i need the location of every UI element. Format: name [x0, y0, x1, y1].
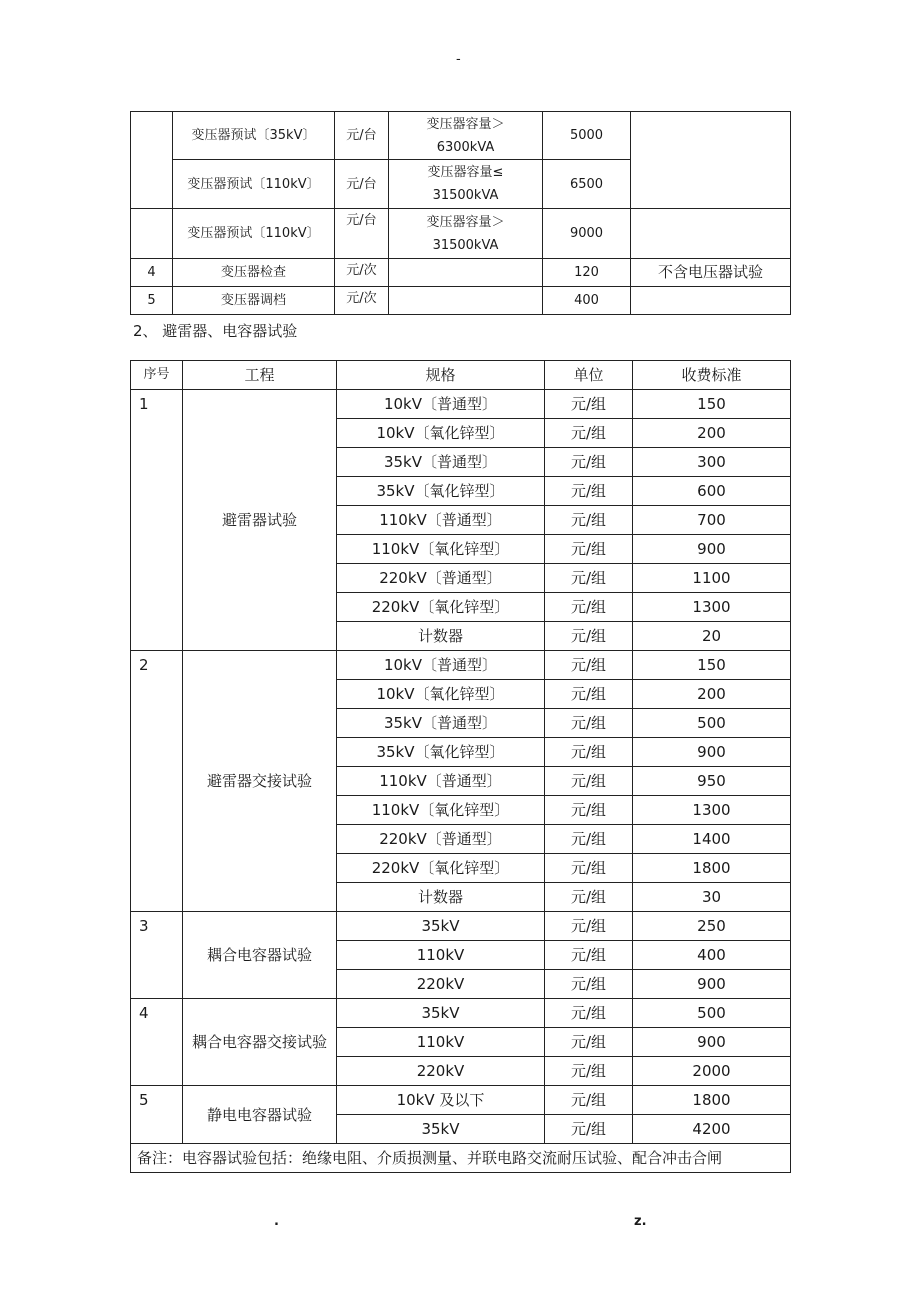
- unit-cell: 元/组: [545, 680, 633, 709]
- spec-cell: 35kV: [337, 1115, 545, 1144]
- table-row: [131, 651, 791, 680]
- fee-cell: 900: [633, 535, 791, 564]
- unit-cell: 元/次: [335, 287, 389, 315]
- transformer-fee-table: [130, 111, 791, 315]
- table-row: [131, 390, 791, 419]
- table-row: [131, 999, 791, 1028]
- fee-cell: 250: [633, 912, 791, 941]
- page-header-mark: -: [456, 52, 461, 67]
- project-cell: 变压器预试〔35kV〕: [173, 112, 335, 160]
- spec-cell: 10kV〔普通型〕: [337, 651, 545, 680]
- spec-cell: 220kV〔普通型〕: [337, 564, 545, 593]
- unit-cell: 元/组: [545, 970, 633, 999]
- spec-cell: 220kV: [337, 970, 545, 999]
- page-footer-left: .: [274, 1214, 279, 1229]
- project-cell: 变压器预试〔110kV〕: [173, 160, 335, 209]
- fee-cell: 1800: [633, 1086, 791, 1115]
- unit-cell: 元/组: [545, 825, 633, 854]
- seq-cell: 4: [131, 999, 183, 1086]
- spec-cell: 220kV: [337, 1057, 545, 1086]
- note-cell: [631, 112, 791, 209]
- fee-cell: 300: [633, 448, 791, 477]
- column-header: 规格: [337, 361, 545, 390]
- page-footer-right: z.: [634, 1214, 647, 1229]
- unit-cell: 元/组: [545, 1115, 633, 1144]
- unit-cell: 元/组: [545, 941, 633, 970]
- spec-cell: 110kV: [337, 941, 545, 970]
- unit-cell: 元/组: [545, 506, 633, 535]
- fee-cell: 9000: [543, 209, 631, 259]
- spec-cell: 35kV〔普通型〕: [337, 709, 545, 738]
- spec-cell: 110kV〔普通型〕: [337, 506, 545, 535]
- project-cell: 变压器预试〔110kV〕: [173, 209, 335, 259]
- spec-line: 变压器容量≤: [427, 165, 504, 180]
- fee-cell: 150: [633, 390, 791, 419]
- fee-cell: 500: [633, 709, 791, 738]
- table-row: [131, 287, 791, 315]
- unit-cell: 元/组: [545, 1028, 633, 1057]
- unit-cell: 元/组: [545, 651, 633, 680]
- unit-cell: 元/组: [545, 883, 633, 912]
- spec-cell: 35kV〔氧化锌型〕: [337, 477, 545, 506]
- unit-cell: 元/组: [545, 854, 633, 883]
- spec-cell: 220kV〔氧化锌型〕: [337, 593, 545, 622]
- table-row: [131, 209, 791, 259]
- spec-cell: [389, 209, 543, 259]
- spec-cell: 220kV〔普通型〕: [337, 825, 545, 854]
- seq-cell: 4: [131, 259, 173, 287]
- spec-cell: 110kV〔普通型〕: [337, 767, 545, 796]
- fee-cell: 30: [633, 883, 791, 912]
- unit-cell: 元/组: [545, 564, 633, 593]
- spec-cell: 110kV〔氧化锌型〕: [337, 535, 545, 564]
- project-cell: 耦合电容器试验: [183, 912, 337, 999]
- fee-cell: 2000: [633, 1057, 791, 1086]
- spec-cell: [389, 160, 543, 209]
- fee-cell: 120: [543, 259, 631, 287]
- spec-cell: 220kV〔氧化锌型〕: [337, 854, 545, 883]
- unit-cell: 元/组: [545, 419, 633, 448]
- column-header: 序号: [131, 361, 183, 390]
- unit-cell: 元/台: [335, 112, 389, 160]
- spec-cell: 10kV 及以下: [337, 1086, 545, 1115]
- fee-cell: 20: [633, 622, 791, 651]
- unit-cell: 元/组: [545, 622, 633, 651]
- table-body: [131, 390, 791, 1173]
- unit-cell: 元/组: [545, 767, 633, 796]
- table-row: [131, 1086, 791, 1115]
- fee-cell: 1300: [633, 593, 791, 622]
- unit-cell: 元/台: [335, 160, 389, 209]
- note-cell: [631, 287, 791, 315]
- fee-cell: 900: [633, 738, 791, 767]
- fee-cell: 5000: [543, 112, 631, 160]
- unit-cell: 元/组: [545, 593, 633, 622]
- note-cell: [631, 209, 791, 259]
- project-cell: 避雷器交接试验: [183, 651, 337, 912]
- fee-cell: 600: [633, 477, 791, 506]
- project-cell: 变压器检查: [173, 259, 335, 287]
- project-cell: 变压器调档: [173, 287, 335, 315]
- spec-cell: 10kV〔普通型〕: [337, 390, 545, 419]
- fee-cell: 900: [633, 970, 791, 999]
- fee-cell: 1400: [633, 825, 791, 854]
- column-header: 收费标准: [633, 361, 791, 390]
- spec-cell: 35kV: [337, 912, 545, 941]
- remark-row: [131, 1144, 791, 1173]
- column-header: 单位: [545, 361, 633, 390]
- spec-cell: [389, 112, 543, 160]
- spec-line: 6300kVA: [436, 139, 495, 155]
- fee-cell: 150: [633, 651, 791, 680]
- unit-cell: 元/台: [335, 209, 389, 259]
- fee-cell: 6500: [543, 160, 631, 209]
- fee-cell: 1300: [633, 796, 791, 825]
- fee-cell: 200: [633, 680, 791, 709]
- spec-line: 31500kVA: [432, 188, 499, 203]
- fee-cell: 700: [633, 506, 791, 535]
- remark-cell: 备注：电容器试验包括：绝缘电阻、介质损测量、并联电路交流耐压试验、配合冲击合闸: [131, 1144, 791, 1173]
- seq-cell: [131, 112, 173, 209]
- fee-cell: 400: [543, 287, 631, 315]
- table-header-row: [131, 361, 791, 390]
- unit-cell: 元/组: [545, 390, 633, 419]
- unit-cell: 元/次: [335, 259, 389, 287]
- fee-cell: 1100: [633, 564, 791, 593]
- seq-cell: [131, 209, 173, 259]
- unit-cell: 元/组: [545, 477, 633, 506]
- project-cell: 耦合电容器交接试验: [183, 999, 337, 1086]
- seq-cell: 2: [131, 651, 183, 912]
- unit-cell: 元/组: [545, 448, 633, 477]
- fee-cell: 500: [633, 999, 791, 1028]
- spec-cell: 10kV〔氧化锌型〕: [337, 419, 545, 448]
- fee-cell: 1800: [633, 854, 791, 883]
- section-title: 2、 避雷器、电容器试验: [133, 322, 298, 340]
- fee-cell: 4200: [633, 1115, 791, 1144]
- column-header: 工程: [183, 361, 337, 390]
- fee-cell: 950: [633, 767, 791, 796]
- spec-line: 31500kVA: [432, 237, 499, 253]
- spec-cell: [389, 287, 543, 315]
- unit-cell: 元/组: [545, 796, 633, 825]
- spec-line: 变压器容量＞: [426, 214, 505, 230]
- spec-cell: 计数器: [337, 622, 545, 651]
- table-row: [131, 912, 791, 941]
- spec-cell: 计数器: [337, 883, 545, 912]
- spec-line: 变压器容量＞: [426, 116, 505, 132]
- seq-cell: 1: [131, 390, 183, 651]
- spec-cell: 110kV〔氧化锌型〕: [337, 796, 545, 825]
- unit-cell: 元/组: [545, 1086, 633, 1115]
- unit-cell: 元/组: [545, 912, 633, 941]
- spec-cell: 35kV〔普通型〕: [337, 448, 545, 477]
- unit-cell: 元/组: [545, 535, 633, 564]
- unit-cell: 元/组: [545, 738, 633, 767]
- spec-cell: 110kV: [337, 1028, 545, 1057]
- arrester-capacitor-fee-table: [130, 360, 791, 1173]
- fee-cell: 400: [633, 941, 791, 970]
- seq-cell: 3: [131, 912, 183, 999]
- fee-cell: 200: [633, 419, 791, 448]
- spec-cell: 35kV: [337, 999, 545, 1028]
- spec-cell: [389, 259, 543, 287]
- project-cell: 避雷器试验: [183, 390, 337, 651]
- unit-cell: 元/组: [545, 1057, 633, 1086]
- note-cell: 不含电压器试验: [631, 259, 791, 287]
- project-cell: 静电电容器试验: [183, 1086, 337, 1144]
- unit-cell: 元/组: [545, 999, 633, 1028]
- spec-cell: 35kV〔氧化锌型〕: [337, 738, 545, 767]
- spec-cell: 10kV〔氧化锌型〕: [337, 680, 545, 709]
- table-row: [131, 259, 791, 287]
- fee-cell: 900: [633, 1028, 791, 1057]
- seq-cell: 5: [131, 1086, 183, 1144]
- table-row: [131, 112, 791, 160]
- unit-cell: 元/组: [545, 709, 633, 738]
- seq-cell: 5: [131, 287, 173, 315]
